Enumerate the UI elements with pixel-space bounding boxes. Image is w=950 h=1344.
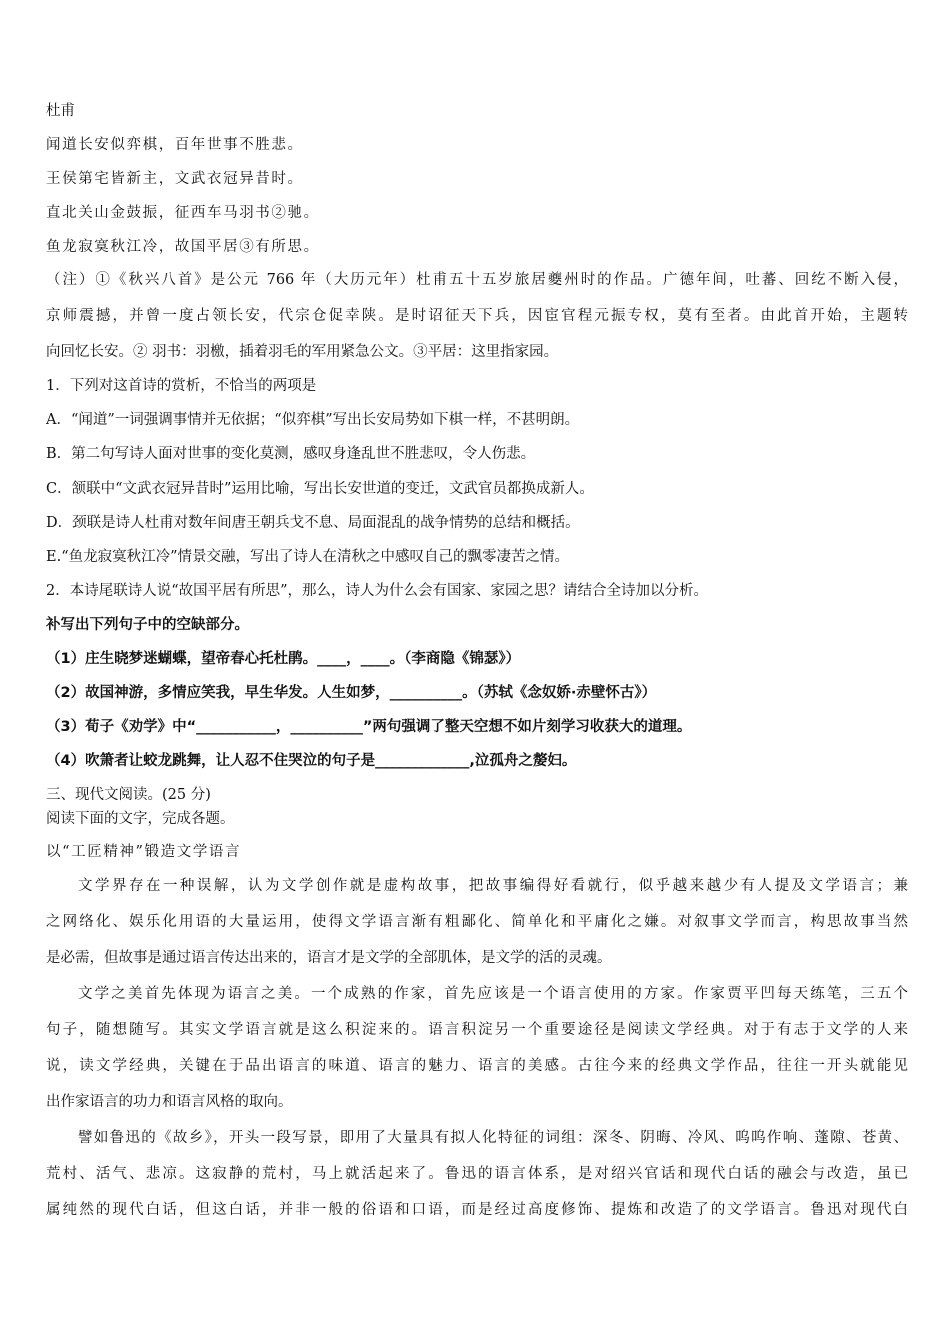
section3-heading: 三、现代文阅读。(25 分) [46, 787, 211, 803]
fill-item-2: （2）故国神游，多情应笑我，早生华发。人生如梦，__________。（苏轼《念奴娇·赤壁怀古》） [46, 685, 657, 701]
article-para-line: 属纯然的现代白话，但这白话，并非一般的俗语和口语，而是经过高度修饰、提炼和改造了的文学语言。鲁迅对现代白 [46, 1202, 908, 1218]
poem-line-3: 直北关山金鼓振，征西车马羽书②驰。 [46, 205, 320, 221]
poem-author: 杜甫 [46, 103, 75, 119]
poem-line-1: 闻道长安似弈棋，百年世事不胜悲。 [46, 137, 304, 153]
poem-line-4: 鱼龙寂寞秋江冷，故国平居③有所思。 [46, 239, 320, 255]
poem-note-line-3: 向回忆长安。② 羽书：羽檄，插着羽毛的军用紧急公文。③平居：这里指家园。 [46, 344, 559, 360]
q1-option-c: C．颔联中“文武衣冠异昔时”运用比喻，写出长安世道的变迁，文武官员都换成新人。 [46, 481, 594, 497]
q1-option-b: B．第二句写诗人面对世事的变化莫测，感叹身逢乱世不胜悲叹，令人伤悲。 [46, 446, 536, 462]
article-para-line: 说，读文学经典，关键在于品出语言的味道、语言的魅力、语言的美感。古往今来的经典文学作品，往往一开头就能见 [46, 1058, 908, 1074]
article-title: 以“工匠精神”锻造文学语言 [46, 844, 242, 860]
article-para-line: 譬如鲁迅的《故乡》，开头一段写景，即用了大量具有拟人化特征的词组：深冬、阴晦、冷风、呜呜作响、蓬隙、苍黄、 [78, 1130, 908, 1146]
fill-item-3: （3）荀子《劝学》中“___________，__________”两句强调了整天空想不如片刻学习收获大的道理。 [46, 719, 692, 735]
article-para-line: 是必需，但故事是通过语言传达出来的，语言才是文学的全部肌体，是文学的活的灵魂。 [46, 950, 612, 966]
q1-option-d: D．颈联是诗人杜甫对数年间唐王朝兵戈不息、局面混乱的战争情势的总结和概括。 [46, 515, 580, 531]
article-para-line: 文学之美首先体现为语言之美。一个成熟的作家，首先应该是一个语言使用的方家。作家贾平凹每天练笔，三五个 [78, 986, 908, 1002]
section3-instruction: 阅读下面的文字，完成各题。 [46, 811, 235, 827]
article-para-line: 荒村、活气、悲凉。这寂静的荒村，马上就活起来了。鲁迅的语言体系，是对绍兴官话和现代白话的融会与改造，虽已 [46, 1166, 908, 1182]
poem-line-2: 王侯第宅皆新主，文武衣冠异昔时。 [46, 171, 304, 187]
poem-note-line-2: 京师震撼，并曾一度占领长安，代宗仓促幸陕。是时诏征天下兵，因宦官程元振专权，莫有至者。由此首开始，主题转 [46, 308, 908, 324]
q2-stem: 2．本诗尾联诗人说“故国平居有所思”，那么，诗人为什么会有国家、家园之思？请结合全诗加以分析。 [46, 583, 709, 599]
poem-note-line-1: （注）①《秋兴八首》是公元 766 年（大历元年）杜甫五十五岁旅居夔州时的作品。广德年间，吐蕃、回纥不断入侵， [46, 272, 908, 288]
fill-item-4: （4）吹箫者让蛟龙跳舞，让人忍不住哭泣的句子是_____________,泣孤舟之嫠妇。 [46, 753, 577, 769]
q1-option-a: A．“闻道”一词强调事情并无依据；“似弈棋”写出长安局势如下棋一样，不甚明朗。 [46, 412, 580, 428]
article-para-line: 之网络化、娱乐化用语的大量运用，使得文学语言渐有粗鄙化、简单化和平庸化之嫌。对叙事文学而言，构思故事当然 [46, 914, 908, 930]
fill-heading: 补写出下列句子中的空缺部分。 [46, 617, 249, 633]
article-para-line: 文学界存在一种误解，认为文学创作就是虚构故事，把故事编得好看就行，似乎越来越少有人提及文学语言；兼 [78, 878, 908, 894]
article-para-line: 出作家语言的功力和语言风格的取向。 [46, 1094, 293, 1110]
q1-option-e: E.“鱼龙寂寞秋江冷”情景交融，写出了诗人在清秋之中感叹自己的飘零凄苦之情。 [46, 549, 570, 565]
q1-stem: 1．下列对这首诗的赏析，不恰当的两项是 [46, 378, 317, 394]
article-para-line: 句子，随想随写。其实文学语言就是这么积淀来的。语言积淀另一个重要途径是阅读文学经典。对于有志于文学的人来 [46, 1022, 908, 1038]
fill-item-1: （1）庄生晓梦迷蝴蝶，望帝春心托杜鹃。____，____。（李商隐《锦瑟》） [46, 651, 521, 667]
